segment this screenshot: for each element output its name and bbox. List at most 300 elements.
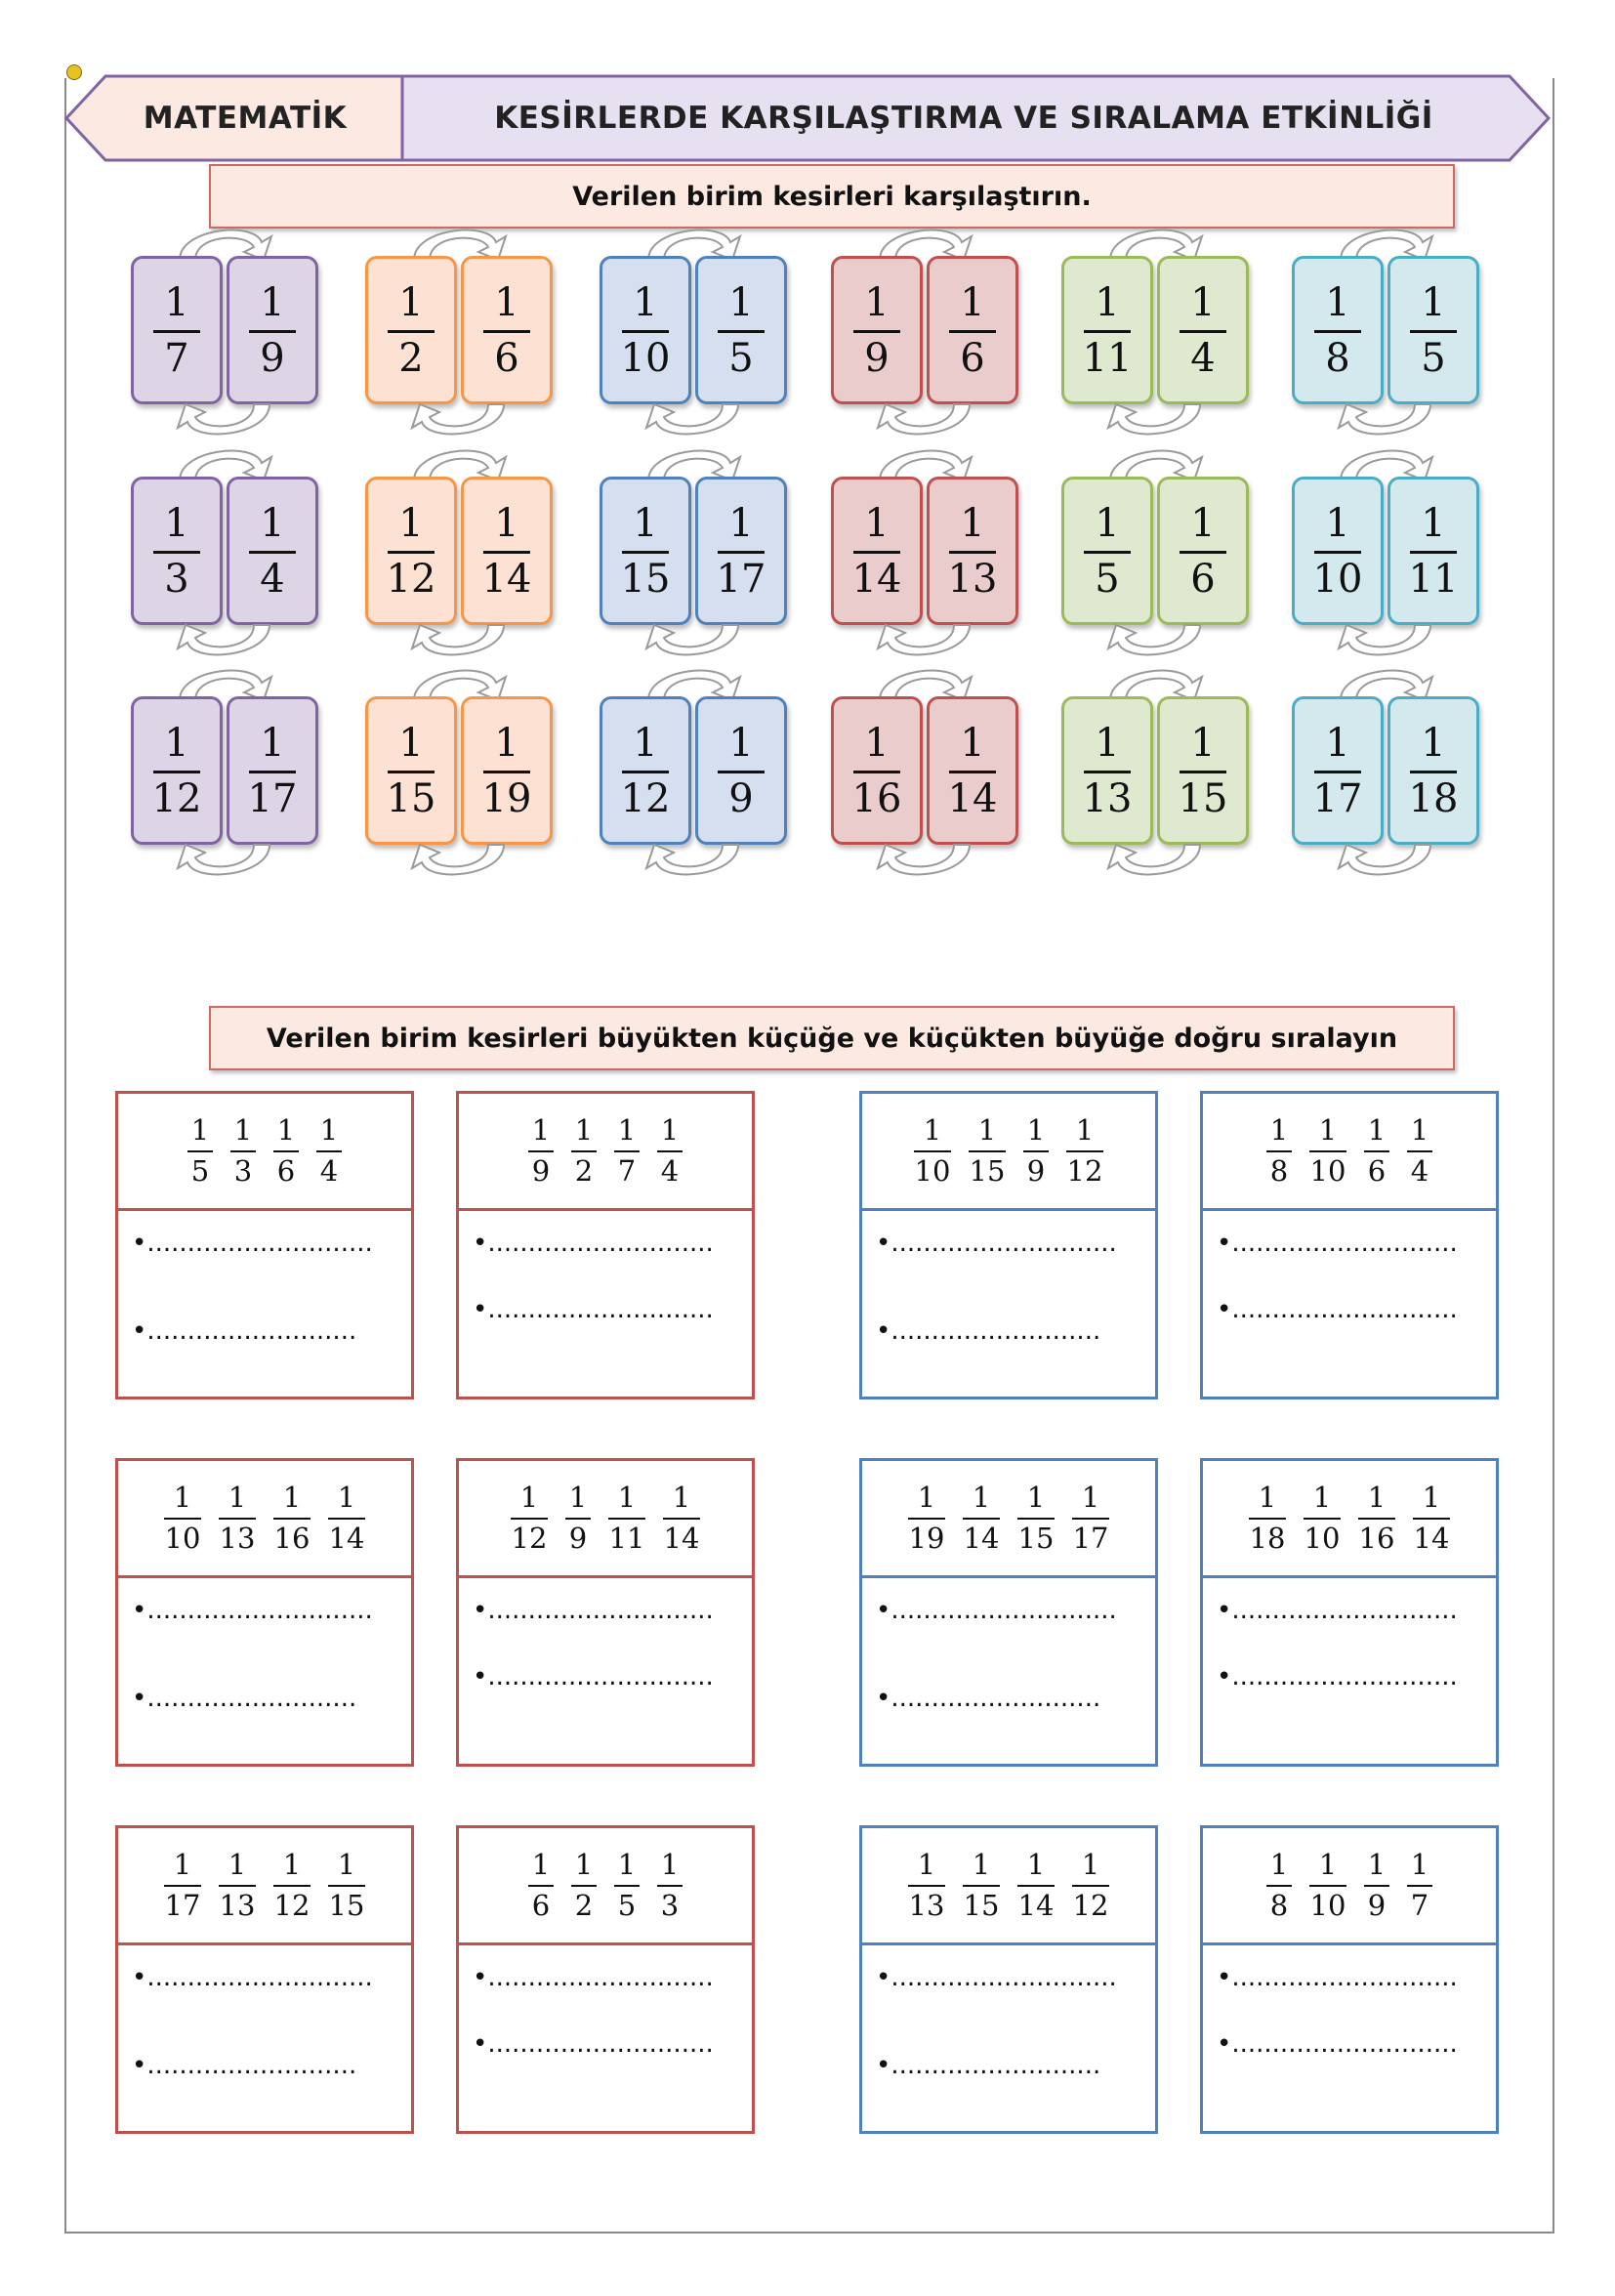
fraction bbox=[947, 500, 998, 602]
fraction-bar bbox=[1066, 1150, 1103, 1152]
numerator: 1 bbox=[1422, 1481, 1441, 1514]
fraction-bar bbox=[153, 551, 200, 554]
ordering-box bbox=[1200, 1458, 1499, 1767]
numerator: 1 bbox=[1410, 1113, 1429, 1147]
comparison-card bbox=[1290, 217, 1481, 449]
answer-line-2[interactable]: •.......................... bbox=[876, 1684, 1101, 1713]
left-fraction-panel bbox=[831, 477, 923, 625]
denominator: 11 bbox=[1408, 556, 1459, 602]
denominator: 15 bbox=[328, 1889, 365, 1922]
numerator: 1 bbox=[972, 1481, 991, 1514]
right-fraction-panel bbox=[461, 256, 553, 404]
numerator: 1 bbox=[960, 720, 985, 766]
fraction-bar bbox=[622, 330, 669, 333]
numerator: 1 bbox=[1312, 1481, 1332, 1514]
fraction bbox=[1266, 1113, 1292, 1188]
fraction-bar bbox=[1410, 330, 1457, 333]
answer-line-2[interactable]: •.......................... bbox=[132, 2051, 357, 2080]
left-fraction-panel bbox=[1061, 256, 1153, 404]
fraction-bar bbox=[328, 1885, 365, 1887]
comparison-card bbox=[598, 657, 789, 890]
numerator: 1 bbox=[617, 1113, 637, 1147]
denominator: 19 bbox=[481, 775, 532, 821]
curved-arrow-bottom-icon bbox=[635, 841, 752, 888]
fraction-bar bbox=[1084, 771, 1131, 773]
fraction bbox=[1410, 279, 1457, 381]
denominator: 2 bbox=[398, 335, 424, 381]
fraction bbox=[219, 1848, 256, 1922]
fraction bbox=[1082, 720, 1133, 821]
fraction bbox=[528, 1113, 554, 1188]
numerator: 1 bbox=[1095, 279, 1120, 325]
fraction bbox=[151, 720, 202, 821]
denominator: 14 bbox=[1413, 1522, 1450, 1555]
fraction bbox=[249, 500, 296, 602]
fraction bbox=[273, 1483, 311, 1553]
denominator: 6 bbox=[1367, 1154, 1387, 1188]
subject-label: MATEMATİK bbox=[143, 101, 348, 136]
fraction bbox=[1249, 1483, 1286, 1553]
fraction-bar bbox=[1017, 1518, 1055, 1520]
fraction-set bbox=[1203, 1094, 1496, 1211]
comparison-card bbox=[129, 438, 320, 670]
numerator: 1 bbox=[1190, 500, 1216, 546]
answer-line-2[interactable]: •............................ bbox=[473, 2029, 714, 2059]
fraction bbox=[247, 720, 298, 821]
denominator: 13 bbox=[219, 1522, 256, 1555]
fraction bbox=[718, 720, 765, 821]
fraction-bar bbox=[249, 771, 296, 773]
fraction-bar bbox=[908, 1518, 945, 1520]
answer-line-1[interactable]: •............................ bbox=[1217, 1963, 1458, 1992]
fraction-bar bbox=[1266, 1885, 1292, 1887]
denominator: 4 bbox=[260, 556, 285, 602]
denominator: 12 bbox=[1066, 1154, 1103, 1188]
numerator: 1 bbox=[1325, 279, 1350, 325]
fraction bbox=[1413, 1483, 1450, 1553]
right-fraction-panel bbox=[461, 477, 553, 625]
answer-line-2[interactable]: •............................ bbox=[1217, 2029, 1458, 2059]
fraction bbox=[1180, 279, 1226, 381]
denominator: 10 bbox=[1304, 1522, 1341, 1555]
numerator: 1 bbox=[960, 279, 985, 325]
fraction-bar bbox=[483, 771, 530, 773]
denominator: 9 bbox=[260, 335, 285, 381]
denominator: 4 bbox=[660, 1154, 680, 1188]
fraction bbox=[328, 1848, 365, 1922]
denominator: 8 bbox=[1269, 1889, 1289, 1922]
numerator: 1 bbox=[531, 1113, 551, 1147]
fraction-set bbox=[118, 1828, 411, 1945]
denominator: 12 bbox=[511, 1522, 548, 1555]
fraction-bar bbox=[219, 1518, 256, 1520]
fraction-bar bbox=[908, 1885, 945, 1887]
numerator: 1 bbox=[282, 1481, 302, 1514]
numerator: 1 bbox=[574, 1113, 594, 1147]
fraction-set bbox=[1203, 1461, 1496, 1578]
fraction bbox=[1304, 1483, 1341, 1553]
fraction-bar bbox=[187, 1150, 213, 1152]
fraction bbox=[1066, 1113, 1103, 1188]
fraction-bar bbox=[949, 551, 996, 554]
answer-line-2[interactable]: •............................ bbox=[473, 1295, 714, 1324]
denominator: 8 bbox=[1269, 1154, 1289, 1188]
answer-line-1[interactable]: •............................ bbox=[876, 1963, 1117, 1992]
left-fraction-panel bbox=[131, 256, 223, 404]
fraction bbox=[1408, 500, 1459, 602]
right-fraction-panel bbox=[1157, 256, 1249, 404]
ordering-box bbox=[859, 1458, 1158, 1767]
numerator: 1 bbox=[1081, 1848, 1100, 1881]
answer-line-1[interactable]: •............................ bbox=[132, 1596, 373, 1625]
numerator: 1 bbox=[164, 279, 189, 325]
fraction-bar bbox=[963, 1518, 1000, 1520]
answer-line-1[interactable]: •............................ bbox=[132, 1229, 373, 1258]
fraction-bar bbox=[528, 1150, 554, 1152]
numerator: 1 bbox=[1367, 1113, 1387, 1147]
fraction bbox=[481, 720, 532, 821]
denominator: 11 bbox=[608, 1522, 645, 1555]
numerator: 1 bbox=[173, 1481, 192, 1514]
fraction bbox=[1072, 1483, 1109, 1553]
fraction-bar bbox=[1180, 330, 1226, 333]
numerator: 1 bbox=[531, 1848, 551, 1881]
fraction bbox=[1266, 1848, 1292, 1922]
comparison-card bbox=[1290, 657, 1481, 890]
fraction bbox=[1314, 279, 1361, 381]
numerator: 1 bbox=[1325, 720, 1350, 766]
fraction bbox=[1408, 720, 1459, 821]
fraction bbox=[388, 279, 435, 381]
fraction-bar bbox=[388, 330, 435, 333]
fraction-set bbox=[118, 1094, 411, 1211]
denominator: 18 bbox=[1408, 775, 1459, 821]
denominator: 14 bbox=[963, 1522, 1000, 1555]
fraction-bar bbox=[483, 330, 530, 333]
fraction-bar bbox=[219, 1885, 256, 1887]
fraction-bar bbox=[571, 1885, 597, 1887]
fraction bbox=[716, 500, 766, 602]
curved-arrow-bottom-icon bbox=[400, 841, 518, 888]
fraction-bar bbox=[949, 330, 996, 333]
numerator: 1 bbox=[1421, 720, 1446, 766]
fraction bbox=[969, 1113, 1006, 1188]
ordering-box bbox=[456, 1091, 755, 1399]
fraction bbox=[1309, 1113, 1346, 1188]
numerator: 1 bbox=[1075, 1113, 1095, 1147]
denominator: 14 bbox=[851, 556, 902, 602]
comparison-card bbox=[1059, 438, 1251, 670]
answer-line-1[interactable]: •............................ bbox=[876, 1596, 1117, 1625]
fraction-bar bbox=[1358, 1518, 1395, 1520]
denominator: 12 bbox=[386, 556, 436, 602]
denominator: 5 bbox=[728, 335, 754, 381]
answer-line-2[interactable]: •............................ bbox=[473, 1662, 714, 1691]
fraction bbox=[1407, 1113, 1432, 1188]
answer-line-2[interactable]: •............................ bbox=[1217, 1295, 1458, 1324]
ordering-box bbox=[115, 1091, 414, 1399]
fraction-bar bbox=[1180, 551, 1226, 554]
denominator: 11 bbox=[1082, 335, 1133, 381]
fraction-bar bbox=[853, 771, 900, 773]
right-fraction-panel bbox=[227, 696, 318, 845]
numerator: 1 bbox=[1026, 1848, 1046, 1881]
fraction bbox=[851, 500, 902, 602]
fraction-bar bbox=[1364, 1150, 1389, 1152]
fraction bbox=[1358, 1483, 1395, 1553]
denominator: 7 bbox=[617, 1154, 637, 1188]
numerator: 1 bbox=[617, 1848, 637, 1881]
fraction-bar bbox=[273, 1518, 311, 1520]
fraction-bar bbox=[1309, 1150, 1346, 1152]
answer-line-2[interactable]: •.......................... bbox=[132, 1316, 357, 1346]
fraction-bar bbox=[1266, 1150, 1292, 1152]
fraction-bar bbox=[963, 1885, 1000, 1887]
numerator: 1 bbox=[728, 279, 754, 325]
fraction bbox=[571, 1113, 597, 1188]
fraction-bar bbox=[565, 1518, 591, 1520]
fraction-bar bbox=[1304, 1518, 1341, 1520]
denominator: 14 bbox=[328, 1522, 365, 1555]
fraction-bar bbox=[657, 1150, 683, 1152]
denominator: 13 bbox=[219, 1889, 256, 1922]
fraction bbox=[511, 1483, 548, 1553]
numerator: 1 bbox=[1026, 1113, 1046, 1147]
fraction-bar bbox=[1407, 1150, 1432, 1152]
fraction-bar bbox=[657, 1885, 683, 1887]
fraction-bar bbox=[571, 1150, 597, 1152]
numerator: 1 bbox=[1421, 279, 1446, 325]
fraction-bar bbox=[1017, 1885, 1055, 1887]
fraction bbox=[483, 279, 530, 381]
denominator: 9 bbox=[531, 1154, 551, 1188]
fraction bbox=[153, 279, 200, 381]
fraction-bar bbox=[1314, 551, 1361, 554]
comparison-card bbox=[363, 217, 555, 449]
answer-line-2[interactable]: •.......................... bbox=[876, 1316, 1101, 1346]
denominator: 5 bbox=[1421, 335, 1446, 381]
denominator: 4 bbox=[319, 1154, 339, 1188]
left-fraction-panel bbox=[1292, 696, 1384, 845]
numerator: 1 bbox=[1367, 1481, 1387, 1514]
fraction-bar bbox=[153, 771, 200, 773]
fraction-bar bbox=[663, 1518, 700, 1520]
fraction bbox=[663, 1483, 700, 1553]
denominator: 17 bbox=[1312, 775, 1363, 821]
denominator: 12 bbox=[620, 775, 671, 821]
fraction-bar bbox=[614, 1150, 640, 1152]
fraction-bar bbox=[949, 771, 996, 773]
fraction-bar bbox=[914, 1150, 951, 1152]
fraction bbox=[718, 279, 765, 381]
answer-line-1[interactable]: •............................ bbox=[1217, 1596, 1458, 1625]
denominator: 17 bbox=[1072, 1522, 1109, 1555]
fraction bbox=[1312, 500, 1363, 602]
numerator: 1 bbox=[1367, 1848, 1387, 1881]
answer-line-1[interactable]: •............................ bbox=[473, 1229, 714, 1258]
fraction bbox=[249, 279, 296, 381]
numerator: 1 bbox=[1318, 1113, 1338, 1147]
fraction-bar bbox=[622, 771, 669, 773]
fraction-bar bbox=[718, 330, 765, 333]
fraction bbox=[571, 1848, 597, 1922]
denominator: 6 bbox=[494, 335, 519, 381]
fraction bbox=[853, 279, 900, 381]
fraction-bar bbox=[1023, 1150, 1049, 1152]
fraction bbox=[620, 500, 671, 602]
comparison-card bbox=[129, 657, 320, 890]
denominator: 14 bbox=[1017, 1889, 1055, 1922]
comparison-card bbox=[829, 217, 1020, 449]
comparison-card bbox=[1290, 438, 1481, 670]
denominator: 10 bbox=[1309, 1889, 1346, 1922]
fraction-bar bbox=[1072, 1885, 1109, 1887]
comparison-card bbox=[363, 438, 555, 670]
denominator: 6 bbox=[531, 1889, 551, 1922]
comparison-card bbox=[829, 438, 1020, 670]
fraction bbox=[1178, 720, 1228, 821]
fraction bbox=[273, 1848, 311, 1922]
denominator: 10 bbox=[620, 335, 671, 381]
right-fraction-panel bbox=[695, 477, 787, 625]
fraction-bar bbox=[273, 1150, 299, 1152]
fraction bbox=[1364, 1848, 1389, 1922]
answer-line-1[interactable]: •............................ bbox=[473, 1963, 714, 1992]
fraction bbox=[273, 1113, 299, 1188]
answer-line-1[interactable]: •............................ bbox=[473, 1596, 714, 1625]
right-fraction-panel bbox=[227, 477, 318, 625]
answer-line-2[interactable]: •.......................... bbox=[876, 2051, 1101, 2080]
numerator: 1 bbox=[633, 720, 658, 766]
answer-line-2[interactable]: •............................ bbox=[1217, 1662, 1458, 1691]
fraction bbox=[947, 720, 998, 821]
left-fraction-panel bbox=[365, 256, 457, 404]
numerator: 1 bbox=[660, 1848, 680, 1881]
fraction bbox=[481, 500, 532, 602]
numerator: 1 bbox=[672, 1481, 691, 1514]
denominator: 12 bbox=[1072, 1889, 1109, 1922]
comparison-card bbox=[1059, 217, 1251, 449]
fraction-bar bbox=[316, 1150, 342, 1152]
numerator: 1 bbox=[728, 720, 754, 766]
denominator: 4 bbox=[1190, 335, 1216, 381]
curved-arrow-bottom-icon bbox=[1097, 841, 1214, 888]
numerator: 1 bbox=[319, 1113, 339, 1147]
ordering-box bbox=[456, 1825, 755, 2134]
numerator: 1 bbox=[864, 500, 890, 546]
denominator: 10 bbox=[914, 1154, 951, 1188]
numerator: 1 bbox=[164, 720, 189, 766]
fraction-set bbox=[459, 1461, 752, 1578]
fraction bbox=[908, 1483, 945, 1553]
numerator: 1 bbox=[494, 500, 519, 546]
comparison-card bbox=[598, 438, 789, 670]
fraction-bar bbox=[528, 1885, 554, 1887]
denominator: 3 bbox=[660, 1889, 680, 1922]
denominator: 10 bbox=[164, 1522, 201, 1555]
fraction bbox=[851, 720, 902, 821]
denominator: 9 bbox=[568, 1522, 588, 1555]
fraction bbox=[614, 1848, 640, 1922]
numerator: 1 bbox=[276, 1113, 296, 1147]
fraction-bar bbox=[1072, 1518, 1109, 1520]
answer-line-1[interactable]: •............................ bbox=[132, 1963, 373, 1992]
numerator: 1 bbox=[1190, 279, 1216, 325]
right-fraction-panel bbox=[1157, 696, 1249, 845]
numerator: 1 bbox=[1258, 1481, 1277, 1514]
numerator: 1 bbox=[1318, 1848, 1338, 1881]
fraction bbox=[219, 1483, 256, 1553]
denominator: 9 bbox=[728, 775, 754, 821]
denominator: 5 bbox=[190, 1154, 210, 1188]
left-fraction-panel bbox=[831, 256, 923, 404]
fraction-bar bbox=[1364, 1885, 1389, 1887]
numerator: 1 bbox=[972, 1848, 991, 1881]
numerator: 1 bbox=[164, 500, 189, 546]
fraction-set bbox=[862, 1094, 1155, 1211]
numerator: 1 bbox=[398, 500, 424, 546]
fraction bbox=[908, 1848, 945, 1922]
fraction-set bbox=[459, 1094, 752, 1211]
left-fraction-panel bbox=[1292, 477, 1384, 625]
numerator: 1 bbox=[233, 1113, 253, 1147]
denominator: 12 bbox=[273, 1889, 311, 1922]
ordering-box bbox=[115, 1458, 414, 1767]
fraction-bar bbox=[1410, 771, 1457, 773]
left-fraction-panel bbox=[131, 477, 223, 625]
denominator: 13 bbox=[908, 1889, 945, 1922]
fraction bbox=[386, 720, 436, 821]
fraction-bar bbox=[1084, 551, 1131, 554]
numerator: 1 bbox=[494, 720, 519, 766]
fraction-bar bbox=[1180, 771, 1226, 773]
ordering-box bbox=[1200, 1825, 1499, 2134]
denominator: 10 bbox=[1312, 556, 1363, 602]
fraction-bar bbox=[614, 1885, 640, 1887]
ordering-box bbox=[456, 1458, 755, 1767]
fraction-bar bbox=[1249, 1518, 1286, 1520]
left-fraction-panel bbox=[600, 256, 691, 404]
left-fraction-panel bbox=[365, 696, 457, 845]
denominator: 15 bbox=[386, 775, 436, 821]
denominator: 10 bbox=[1309, 1154, 1346, 1188]
denominator: 3 bbox=[233, 1154, 253, 1188]
answer-line-1[interactable]: •............................ bbox=[876, 1229, 1117, 1258]
comparison-card bbox=[363, 657, 555, 890]
numerator: 1 bbox=[568, 1481, 588, 1514]
fraction-bar bbox=[328, 1518, 365, 1520]
fraction-bar bbox=[230, 1150, 256, 1152]
fraction-bar bbox=[164, 1885, 201, 1887]
comparison-card bbox=[829, 657, 1020, 890]
answer-line-2[interactable]: •.......................... bbox=[132, 1684, 357, 1713]
fraction-bar bbox=[511, 1518, 548, 1520]
fraction bbox=[153, 500, 200, 602]
fraction bbox=[614, 1113, 640, 1188]
denominator: 15 bbox=[963, 1889, 1000, 1922]
numerator: 1 bbox=[1269, 1848, 1289, 1881]
fraction-bar bbox=[388, 771, 435, 773]
denominator: 14 bbox=[481, 556, 532, 602]
fraction bbox=[164, 1483, 201, 1553]
answer-line-1[interactable]: •............................ bbox=[1217, 1229, 1458, 1258]
fraction-bar bbox=[1084, 330, 1131, 333]
denominator: 16 bbox=[1358, 1522, 1395, 1555]
numerator: 1 bbox=[260, 720, 285, 766]
denominator: 9 bbox=[864, 335, 890, 381]
fraction-bar bbox=[1309, 1885, 1346, 1887]
fraction bbox=[187, 1113, 213, 1188]
